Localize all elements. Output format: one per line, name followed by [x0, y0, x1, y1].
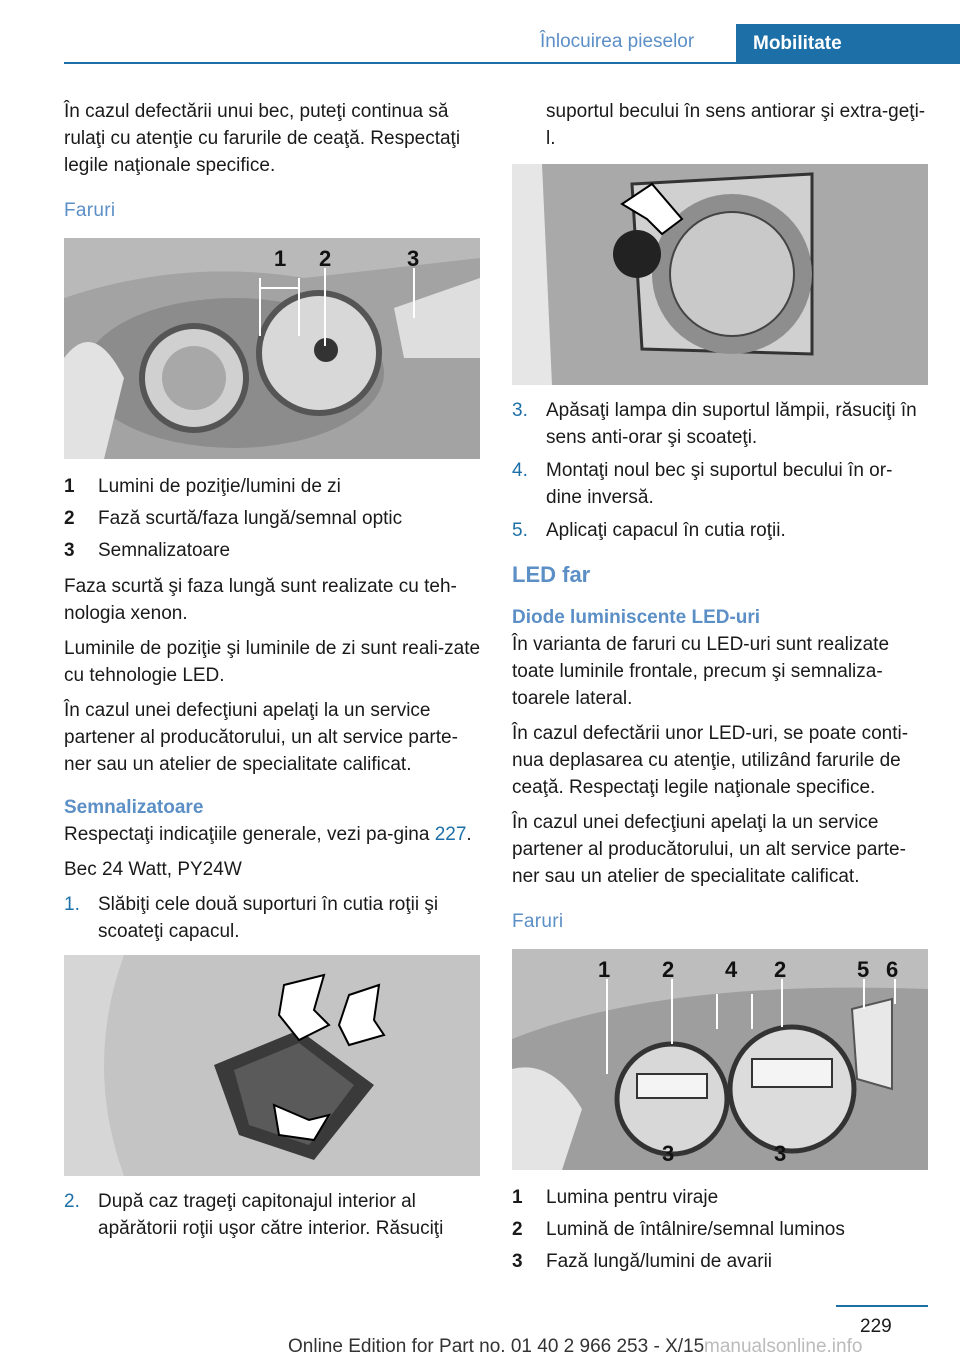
page-header	[64, 24, 960, 64]
legend-text: Fază lungă/lumini de avarii	[546, 1251, 773, 1272]
steps-list	[64, 891, 484, 945]
step-text: Aplicaţi capacul în cutia roţii.	[546, 520, 786, 541]
fig4-label: 2	[662, 957, 675, 982]
legend-text: Lumini de poziţie/lumini de zi	[98, 476, 341, 497]
paragraph: Luminile de poziţie şi luminile de zi sunt reali‐zate cu tehnologie LED.	[64, 638, 481, 686]
legend-text: Semnalizatoare	[98, 540, 231, 561]
step-number: 5.	[512, 520, 528, 541]
step-item	[512, 397, 928, 451]
section-title: Înlocuirea pieselor	[540, 31, 695, 52]
step-item	[512, 457, 928, 511]
fig4-label: 3	[662, 1141, 675, 1166]
paragraph-text: .	[466, 824, 472, 845]
legend-number: 1	[512, 1187, 523, 1208]
heading-faruri: Faruri	[512, 911, 564, 932]
left-column	[64, 98, 484, 1248]
legend-led	[512, 1182, 928, 1278]
paragraph: În cazul defectării unor LED-uri, se poate conti‐nua deplasarea cu atenţie, utilizând farurile de ceaţă. Respectaţi legile naţionale specifice.	[512, 723, 909, 798]
heading-diode: Diode luminiscente LED-uri	[512, 607, 761, 628]
legend-number: 2	[512, 1219, 523, 1240]
paragraph: În varianta de faruri cu LED-uri sunt realizate toate luminile frontale, precum şi semnaliza‐toarele lateral.	[512, 634, 890, 709]
header-rule	[64, 62, 736, 64]
paragraph	[64, 821, 484, 848]
step-continuation: suportul becului în sens antiorar şi extra‐geţi-l.	[546, 101, 926, 149]
fig4-label: 4	[725, 957, 738, 982]
fig1-label: 3	[407, 246, 420, 271]
legend-item	[512, 1214, 928, 1246]
step-item	[64, 891, 484, 945]
fig1-label: 2	[319, 246, 332, 271]
step-text: Montaţi noul bec şi suportul becului în or‐dine inversă.	[546, 460, 893, 508]
paragraph: Bec 24 Watt, PY24W	[64, 859, 242, 880]
figure-wheel-arch-cover	[64, 955, 480, 1176]
heading-faruri: Faruri	[64, 200, 116, 221]
paragraph: În cazul unei defecţiuni apelaţi la un service partener al producătorului, un alt service parte‐ner sau un atelier de specialitate calificat.	[512, 812, 906, 887]
page-link[interactable]: 227	[434, 824, 467, 845]
step-text: Slăbiţi cele două suporturi în cutia roţii şi scoateţi capacul.	[98, 894, 439, 942]
legend-xenon	[64, 471, 484, 567]
legend-text: Lumină de întâlnire/semnal luminos	[546, 1219, 845, 1240]
step-item	[64, 1188, 484, 1242]
edition-footer: Online Edition for Part no. 01 40 2 966 253 - X/15	[288, 1336, 705, 1357]
legend-item	[512, 1246, 928, 1278]
fig4-label: 5	[857, 957, 870, 982]
legend-item	[64, 503, 484, 535]
paragraph: În cazul unei defecţiuni apelaţi la un service partener al producătorului, un alt service parte‐ner sau un atelier de specialitate calificat.	[64, 700, 458, 775]
heading-semnalizatoare: Semnalizatoare	[64, 797, 204, 818]
step-number: 1.	[64, 894, 80, 915]
legend-item	[64, 471, 484, 503]
fig4-label: 1	[598, 957, 611, 982]
legend-item	[512, 1182, 928, 1214]
fig4-label: 3	[774, 1141, 787, 1166]
fig4-label: 2	[774, 957, 787, 982]
figure-headlight-led	[512, 949, 928, 1170]
step-number: 3.	[512, 400, 528, 421]
legend-number: 3	[512, 1251, 523, 1272]
step-text: După caz trageţi capitonajul interior al apărătorii roţii uşor către interior. Răsuciţi	[98, 1191, 444, 1239]
legend-number: 1	[64, 476, 75, 497]
legend-number: 3	[64, 540, 75, 561]
paragraph: Faza scurtă şi faza lungă sunt realizate cu teh‐nologia xenon.	[64, 576, 457, 624]
paragraph-text: Respectaţi indicaţiile generale, vezi pa‐gina	[64, 824, 435, 845]
step-number: 2.	[64, 1191, 80, 1212]
step-item	[512, 517, 928, 544]
legend-text: Lumina pentru viraje	[546, 1187, 719, 1208]
legend-item	[64, 535, 484, 567]
fig1-label: 1	[274, 246, 287, 271]
legend-number: 2	[64, 508, 75, 529]
page-number-rule	[836, 1305, 928, 1307]
steps-list	[64, 1188, 484, 1242]
intro-paragraph: În cazul defectării unui bec, puteţi continua să rulaţi cu atenţie cu farurile de ceaţă. Respectaţi legile naţionale specifice.	[64, 101, 461, 176]
watermark: manualsonline.info	[704, 1336, 863, 1357]
figure-bulb-holder	[512, 164, 928, 385]
fig4-label: 6	[886, 957, 899, 982]
right-column	[512, 98, 928, 1284]
heading-led-far: LED far	[512, 562, 591, 587]
steps-list	[512, 397, 928, 544]
figure-headlight-xenon	[64, 238, 480, 459]
chapter-tab: Mobilitate	[736, 24, 960, 64]
step-text: Apăsaţi lampa din suportul lămpii, răsuciţi în sens anti-orar şi scoateţi.	[546, 400, 917, 448]
legend-text: Fază scurtă/faza lungă/semnal optic	[98, 508, 403, 529]
step-number: 4.	[512, 460, 528, 481]
page-number: 229	[860, 1316, 892, 1337]
